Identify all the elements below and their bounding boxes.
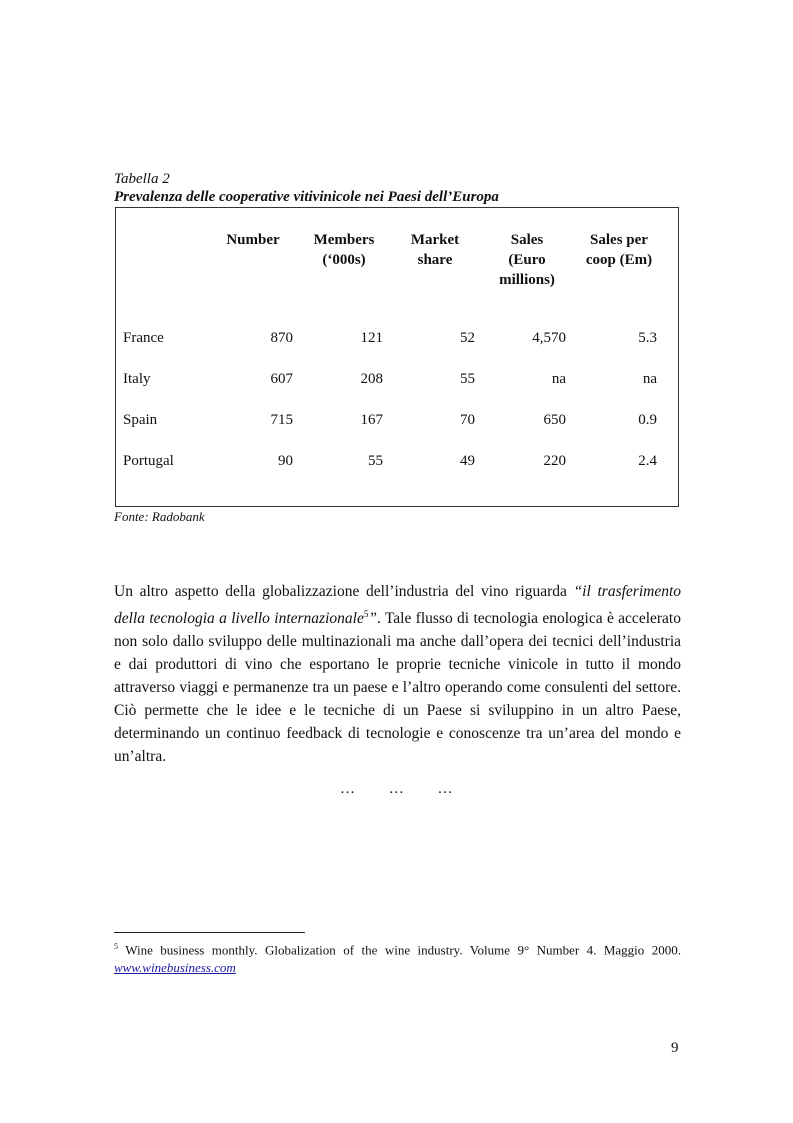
table-cell: 870	[270, 330, 293, 346]
footnote-divider	[114, 932, 305, 933]
paragraph-quote: “il trasferimento della tecnologia a livello internazionale	[114, 583, 682, 628]
row-label-spain: Spain	[123, 412, 158, 428]
table-cell: na	[642, 371, 657, 387]
table-cell: 55	[460, 371, 475, 387]
cooperatives-table	[115, 207, 679, 507]
table-cell: 49	[460, 453, 475, 469]
table-cell: 4,570	[532, 330, 566, 346]
table-cell: 5.3	[638, 330, 657, 346]
table-cell: na	[551, 371, 566, 387]
header-sales: Sales (Euro millions)	[499, 232, 555, 288]
header-sales-per-coop: Sales per coop (Em)	[585, 232, 653, 268]
table-cell: 90	[278, 453, 293, 469]
table-cell: 2.4	[638, 453, 657, 469]
table-source: Fonte: Radobank	[114, 509, 205, 524]
header-number: Number	[226, 232, 280, 248]
table-cell: 52	[460, 330, 475, 346]
row-label-portugal: Portugal	[123, 453, 174, 469]
footnote-link[interactable]: www.winebusiness.com	[114, 960, 236, 976]
table-label: Tabella 2	[114, 171, 170, 187]
body-paragraph	[114, 580, 681, 768]
paragraph-intro: Un altro aspetto della globalizzazione dell’industria del vino riguarda	[114, 583, 574, 600]
table-title: Prevalenza delle cooperative vitivinicole nei Paesi dell’Europa	[114, 189, 499, 205]
footnote-text: Wine business monthly. Globalization of the wine industry. Volume 9° Number 4. Maggio 2000.	[118, 942, 681, 958]
row-label-italy: Italy	[123, 371, 151, 387]
footnote-reference[interactable]: 5	[363, 609, 369, 619]
page-number: 9	[671, 1040, 679, 1056]
footnote	[114, 938, 681, 977]
table-cell: 208	[360, 371, 383, 387]
table-cell: 220	[543, 453, 566, 469]
paragraph-quote-close: ”	[368, 610, 377, 628]
row-label-france: France	[123, 330, 164, 346]
table-cell: 607	[270, 371, 293, 387]
table-cell: 55	[368, 453, 383, 469]
section-ellipsis: … … …	[340, 781, 453, 797]
footnote-number: 5	[114, 942, 118, 951]
table-cell: 715	[270, 412, 293, 428]
table-cell: 70	[460, 412, 475, 428]
header-market-share: Market share	[410, 232, 460, 268]
table-cell: 121	[360, 330, 383, 346]
header-members: Members (‘000s)	[313, 232, 375, 268]
table-cell: 167	[360, 412, 383, 428]
paragraph-rest: . Tale flusso di tecnologia enologica è accelerato non solo dallo sviluppo delle multinazionali ma anche dall’opera dei tecnici dell’industria e dai produttori di vino che esportano le proprie tecniche vinicole in tutto il mondo attraverso viaggi e permanenze tra un paese e l’altro operando come consulenti del settore. Ciò permette che le idee e le tecniche di un Paese si sviluppino in un altro Paese, determinando un continuo feedback di tecnologie e conoscenze tra un’area del mondo e un’altra.	[114, 610, 681, 766]
table-cell: 650	[543, 412, 566, 428]
table-cell: 0.9	[638, 412, 657, 428]
